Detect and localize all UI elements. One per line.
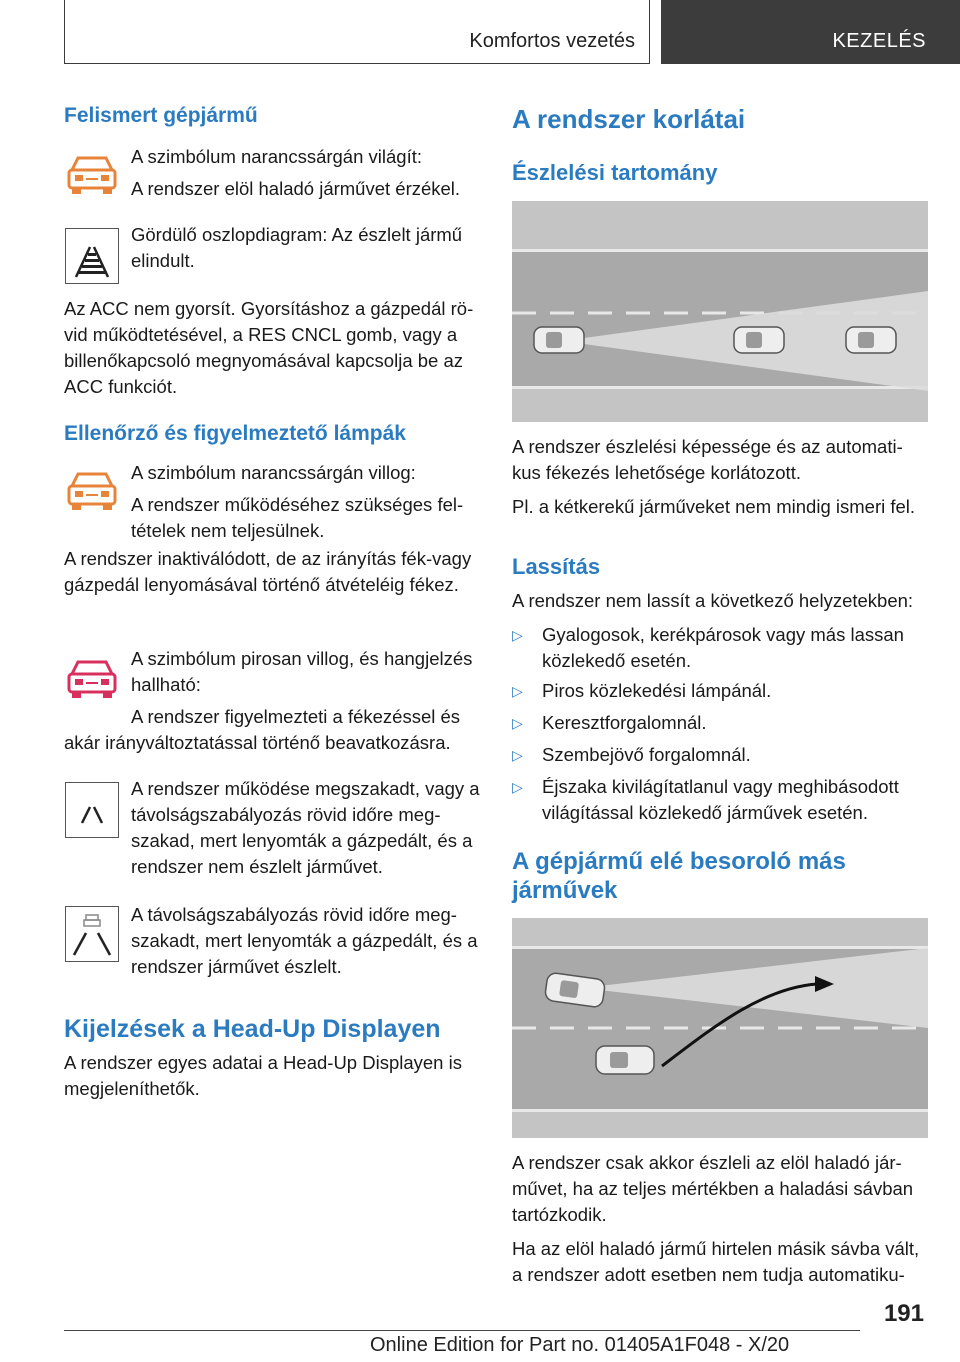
- triangle-bullet-icon: ▷: [512, 683, 523, 699]
- red-line-2: A rendszer figyelmezteti a fékezéssel és akár irányváltoztatással történő beavatkozásra.: [64, 706, 461, 753]
- orange-car-flashing-icon: [64, 468, 120, 526]
- chapter-title: Komfortos vezetés: [469, 30, 635, 52]
- hud-paragraph: A rendszer egyes adatai a Head-Up Displayen is megjeleníthetők.: [64, 1052, 462, 1099]
- lane-car-detected-icon: [65, 906, 119, 962]
- recognized-line-1: A szimbólum narancssárgán világít:: [131, 146, 422, 167]
- orange-car-icon: [64, 152, 120, 210]
- heading-indicator-lamps: Ellenőrző és figyelmeztető lámpák: [64, 422, 406, 445]
- list-item: ▷ Gyalogosok, kerékpárosok vagy más lassan közlekedő esetén.: [512, 624, 904, 671]
- cut-in-para-1: A rendszer csak akkor észleli az elöl haladó jár-művet, ha az teljes mértékben a haladási sávban tartózkodik.: [512, 1152, 914, 1225]
- rolling-bar-icon: [65, 228, 119, 284]
- cut-in-para-2: Ha az elöl haladó jármű hirtelen másik sávba vált, a rendszer adott esetben nem tudja automatiku-: [512, 1238, 920, 1285]
- lamp-line-2: A rendszer működéséhez szükséges fel-tételek nem teljesülnek.: [131, 494, 464, 541]
- recognized-line-2: A rendszer elöl haladó járművet érzékel.: [131, 178, 461, 199]
- interrupt2-text: A távolságszabályozás rövid időre meg-szakadt, mert lenyomták a gázpedált, és a rendszer járművet észlelt.: [131, 904, 478, 977]
- heading-system-limits: A rendszer korlátai: [512, 104, 746, 134]
- section-tab: [661, 0, 960, 64]
- heading-hud: Kijelzések a Head-Up Displayen: [64, 1015, 441, 1043]
- rolling-text: Gördülő oszlopdiagram: Az észlelt jármű elindult.: [131, 224, 463, 271]
- red-line-1: A szimbólum pirosan villog, és hangjelzés hallható:: [131, 648, 473, 695]
- range-para-2: Pl. a kétkerekű járműveket nem mindig ismeri fel.: [512, 496, 916, 517]
- triangle-bullet-icon: ▷: [512, 747, 523, 763]
- page-number: 191: [883, 1300, 924, 1327]
- footer-divider: [64, 1330, 860, 1331]
- detection-range-illustration: [512, 201, 928, 422]
- range-para-1: A rendszer észlelési képessége és az automati-kus fékezés lehetősége korlátozott.: [512, 436, 903, 483]
- header-box: [64, 0, 650, 64]
- heading-detection-range: Észlelési tartomány: [512, 160, 718, 185]
- lane-interrupted-icon: [65, 782, 119, 838]
- heading-recognized-vehicle: Felismert gépjármű: [64, 104, 258, 127]
- interrupt-text: A rendszer működése megszakadt, vagy a távolságszabályozás rövid időre meg-szakad, mert lenyomták a gázpedált, és a rendszer nem észlelt járművet.: [131, 778, 480, 877]
- triangle-bullet-icon: ▷: [512, 779, 523, 795]
- cut-in-illustration: [512, 918, 928, 1138]
- triangle-bullet-icon: ▷: [512, 627, 523, 643]
- heading-deceleration: Lassítás: [512, 554, 601, 579]
- inactive-paragraph: A rendszer inaktiválódott, de az irányítás fék-vagy gázpedál lenyomásával történő átvételéig fékez.: [64, 548, 472, 595]
- heading-cut-in: A gépjármű elé besoroló más járművek: [512, 848, 846, 904]
- edition-text: Online Edition for Part no. 01405A1F048 - X/20: [370, 1334, 790, 1356]
- triangle-bullet-icon: ▷: [512, 715, 523, 731]
- section-label: KEZELÉS: [832, 30, 926, 52]
- decel-intro: A rendszer nem lassít a következő helyzetekben:: [512, 590, 914, 611]
- acc-paragraph: Az ACC nem gyorsít. Gyorsításhoz a gázpedál rö-vid működtetésével, a RES CNCL gomb, vagy a billenőkapcsoló megnyomásával kapcsolja be az ACC funkciót.: [64, 298, 474, 397]
- lamp-line-1: A szimbólum narancssárgán villog:: [131, 462, 416, 483]
